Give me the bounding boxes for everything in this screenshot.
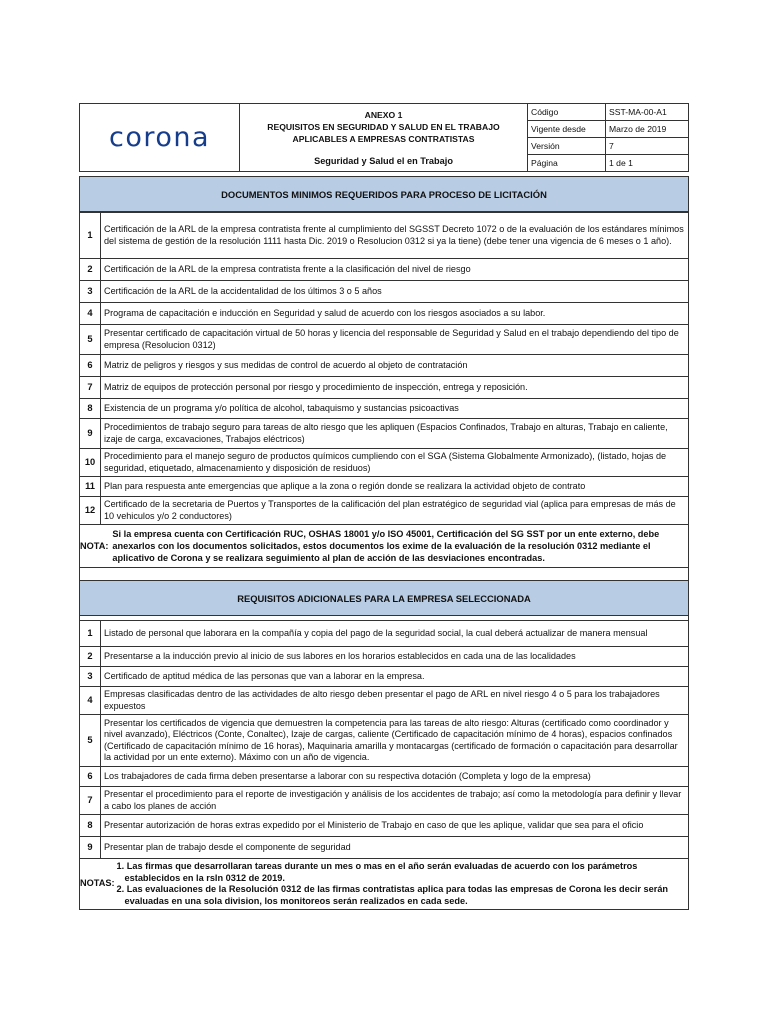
- row-number: 2: [80, 647, 101, 667]
- row-number: 5: [80, 325, 101, 355]
- section1-note: [79, 525, 689, 568]
- row-text: Listado de personal que laborara en la compañía y copia del pago de la seguridad social, la cual deberá actualizar de manera mensual: [101, 621, 689, 647]
- row-number: 4: [80, 303, 101, 325]
- row-number: 9: [80, 419, 101, 449]
- section2-title: REQUISITOS ADICIONALES PARA LA EMPRESA SELECCIONADA: [79, 580, 689, 616]
- title-line-1: REQUISITOS EN SEGURIDAD Y SALUD EN EL TRABAJO: [267, 121, 500, 132]
- note-label: NOTA:: [80, 541, 109, 551]
- meta-value: 7: [606, 138, 689, 155]
- row-text: Certificación de la ARL de la empresa contratista frente a la clasificación del nivel de riesgo: [101, 259, 689, 281]
- logo-cell: [80, 104, 240, 172]
- meta-label: Versión: [528, 138, 606, 155]
- row-number: 8: [80, 815, 101, 837]
- row-number: 7: [80, 787, 101, 815]
- meta-label: Código: [528, 104, 606, 121]
- row-number: 12: [80, 497, 101, 525]
- row-text: Procedimiento para el manejo seguro de productos químicos cumpliendo con el SGA (Sistema Globalmente Armonizado), (listado, hojas de seguridad, etiquetado, almacenamiento y disposición de residuos): [101, 449, 689, 477]
- row-number: 6: [80, 767, 101, 787]
- row-text: Certificación de la ARL de la empresa contratista frente al cumplimiento del SGSST Decreto 1072 o de la evaluación de los estándares mínimos del sistema de gestión de la resolución 1111 hasta Dic. 2019 o Resolucion 0312 si ya la tiene) (debe tener una vigencia de 6 meses o 1 año).: [101, 213, 689, 259]
- row-text: Presentar certificado de capacitación virtual de 50 horas y licencia del responsable de Seguridad y Salud en el trabajo dependiendo del tipo de empresa (Resolucion 0312): [101, 325, 689, 355]
- row-number: 1: [80, 621, 101, 647]
- document-header: [79, 103, 689, 172]
- corona-logo: corona: [108, 122, 211, 153]
- row-number: 2: [80, 259, 101, 281]
- row-number: 6: [80, 355, 101, 377]
- notes-label: NOTAS:: [80, 878, 115, 889]
- row-text: Presentar autorización de horas extras expedido por el Ministerio de Trabajo en caso de que les aplique, validar que sea para el oficio: [101, 815, 689, 837]
- meta-value: SST-MA-00-A1: [606, 104, 689, 121]
- row-text: Presentar el procedimiento para el reporte de investigación y análisis de los accidentes de trabajo; así como la metodología para definir y llevar a cabo los planes de acción: [101, 787, 689, 815]
- row-number: 3: [80, 667, 101, 687]
- section1-title: DOCUMENTOS MINIMOS REQUERIDOS PARA PROCESO DE LICITACIÓN: [79, 176, 689, 212]
- row-text: Empresas clasificadas dentro de las actividades de alto riesgo deben presentar el pago de ARL en nivel riesgo 4 o 5 para los trabajadores expuestos: [101, 687, 689, 715]
- row-text: Existencia de un programa y/o política de alcohol, tabaquismo y sustancias psicoactivas: [101, 399, 689, 419]
- section2-notes: [79, 859, 689, 910]
- meta-value: Marzo de 2019: [606, 121, 689, 138]
- meta-value: 1 de 1: [606, 155, 689, 172]
- row-number: 8: [80, 399, 101, 419]
- row-text: Matriz de equipos de protección personal por riesgo y procedimiento de inspección, entrega y reposición.: [101, 377, 689, 399]
- note-item: 2. Las evaluaciones de la Resolución 0312 de las firmas contratistas aplica para todas las empresas de Corona les decir serán evaluadas en una sola division, los monitoreos serán realizados en cada sede.: [116, 884, 669, 906]
- section1-table: [79, 212, 689, 525]
- row-number: 3: [80, 281, 101, 303]
- row-text: Presentar plan de trabajo desde el componente de seguridad: [101, 837, 689, 859]
- row-text: Certificado de la secretaria de Puertos y Transportes de la calificación del plan estratégico de seguridad vial (aplica para empresas de más de 10 vehiculos y/o 2 conductores): [101, 497, 689, 525]
- row-number: 5: [80, 715, 101, 767]
- header-title: [240, 104, 528, 172]
- row-text: Matriz de peligros y riesgos y sus medidas de control de acuerdo al objeto de contratación: [101, 355, 689, 377]
- row-text: Procedimientos de trabajo seguro para tareas de alto riesgo que les apliquen (Espacios Confinados, Trabajo en alturas, Trabajo en caliente, izaje de carga, excavaciones, Trabajos eléctricos): [101, 419, 689, 449]
- row-text: Plan para respuesta ante emergencias que aplique a la zona o región donde se realizara la actividad objeto de contrato: [101, 477, 689, 497]
- row-text: Certificado de aptitud médica de las personas que van a laborar en la empresa.: [101, 667, 689, 687]
- row-text: Los trabajadores de cada firma deben presentarse a laborar con su respectiva dotación (Completa y logo de la empresa): [101, 767, 689, 787]
- section2-table: [79, 620, 689, 859]
- row-text: Programa de capacitación e inducción en Seguridad y salud de acuerdo con los riesgos asociados a su labor.: [101, 303, 689, 325]
- meta-label: Página: [528, 155, 606, 172]
- row-text: Presentarse a la inducción previo al inicio de sus labores en los horarios establecidos en cada una de las localidades: [101, 647, 689, 667]
- row-number: 9: [80, 837, 101, 859]
- document: [79, 103, 689, 910]
- row-number: 11: [80, 477, 101, 497]
- note-item: 1. Las firmas que desarrollaran tareas durante un mes o mas en el año serán evaluadas de acuerdo con los parámetros establecidos en la rsln 0312 de 2019.: [116, 861, 638, 883]
- note-text: Si la empresa cuenta con Certificación RUC, OSHAS 18001 y/o ISO 45001, Certificación del SG SST por un ente externo, debe anexarlos con los documentos solicitados, estos documentos los exime de la evaluación de la resolución 0312 mediante el aplicativo de Corona y se realizara seguimiento al plan de acción de las desviaciones encontradas.: [112, 529, 660, 563]
- row-text: Certificación de la ARL de la accidentalidad de los últimos 3 o 5 años: [101, 281, 689, 303]
- row-number: 7: [80, 377, 101, 399]
- row-number: 10: [80, 449, 101, 477]
- row-number: 4: [80, 687, 101, 715]
- title-line-2: APLICABLES A EMPRESAS CONTRATISTAS: [292, 133, 475, 144]
- annex-label: ANEXO 1: [364, 109, 403, 120]
- row-text: Presentar los certificados de vigencia que demuestren la competencia para las tareas de alto riesgo: Alturas (certificado como coordinador y nivel avanzado), Eléctricos (Conte, Conaltec), Izaje de cargas, caliente (Certificado de capacitación mínimo de 4 horas), espacios confinados (Certificado de capacitación mínimo de 16 horas), Maquinaria amarilla y montacargas (certificado de formación o capacitación para desarrollar la actividad por un ente externo). Máximo con un año de vigencia.: [101, 715, 689, 767]
- meta-label: Vigente desde: [528, 121, 606, 138]
- header-subtitle: Seguridad y Salud el en Trabajo: [314, 155, 453, 166]
- row-number: 1: [80, 213, 101, 259]
